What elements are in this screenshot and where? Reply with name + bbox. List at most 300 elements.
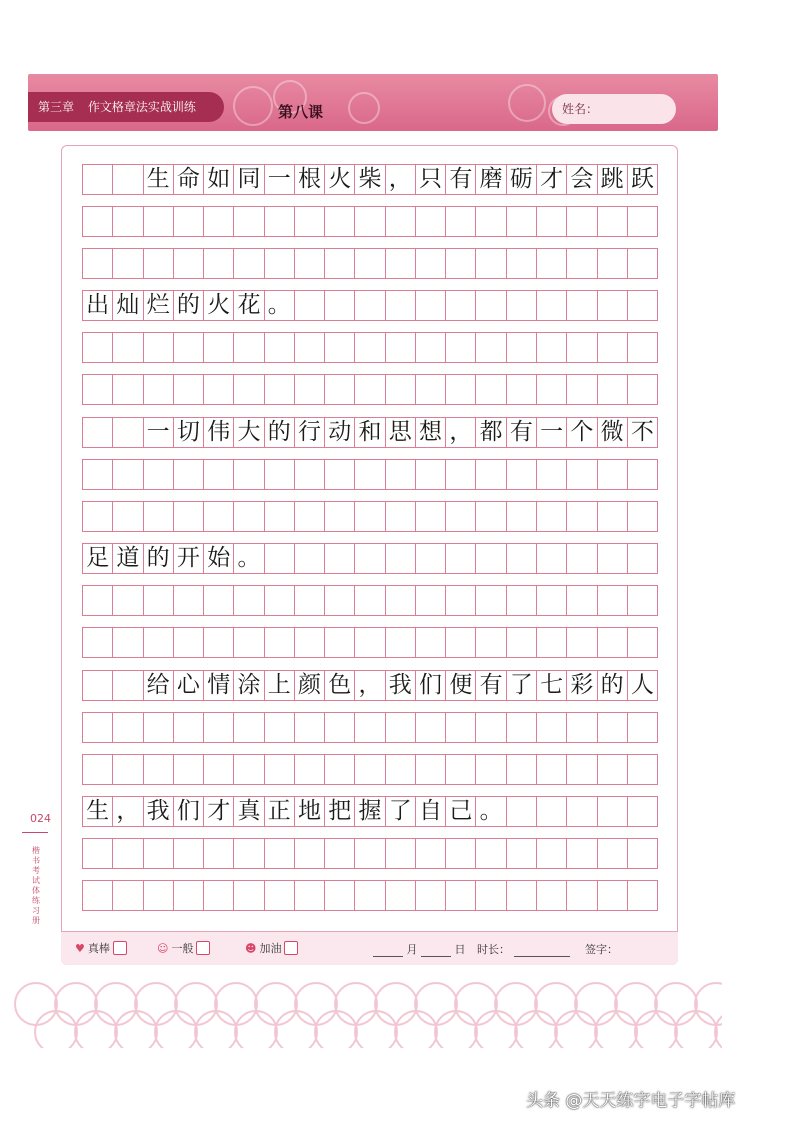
grid-cell[interactable] (354, 460, 384, 489)
grid-cell[interactable]: 地 (294, 797, 324, 826)
grid-cell[interactable] (83, 333, 112, 362)
grid-cell[interactable] (536, 797, 566, 826)
grid-cell[interactable]: 彩 (566, 671, 596, 700)
grid-cell[interactable] (566, 249, 596, 278)
grid-cell[interactable] (294, 755, 324, 784)
grid-cell[interactable]: 。 (264, 291, 294, 320)
grid-cell[interactable]: 如 (203, 165, 233, 194)
grid-cell[interactable]: 道 (112, 544, 142, 573)
grid-cell[interactable] (627, 291, 657, 320)
grid-cell[interactable]: 正 (264, 797, 294, 826)
grid-cell[interactable] (203, 881, 233, 910)
grid-cell[interactable] (83, 375, 112, 404)
grid-cell[interactable] (112, 460, 142, 489)
grid-cell[interactable] (354, 544, 384, 573)
grid-cell[interactable] (415, 839, 445, 868)
rating-great[interactable] (75, 940, 127, 956)
grid-cell[interactable] (536, 839, 566, 868)
grid-cell[interactable]: 颜 (294, 671, 324, 700)
grid-cell[interactable] (597, 881, 627, 910)
grid-cell[interactable] (475, 460, 505, 489)
grid-cell[interactable] (597, 713, 627, 742)
grid-cell[interactable] (324, 755, 354, 784)
grid-cell[interactable]: 开 (173, 544, 203, 573)
grid-cell[interactable] (173, 628, 203, 657)
grid-cell[interactable] (203, 839, 233, 868)
grid-cell[interactable] (233, 249, 263, 278)
grid-cell[interactable]: 自 (415, 797, 445, 826)
grid-cell[interactable]: 。 (475, 797, 505, 826)
grid-cell[interactable]: 同 (233, 165, 263, 194)
grid-cell[interactable] (627, 502, 657, 531)
grid-cell[interactable] (597, 797, 627, 826)
grid-cell[interactable] (112, 502, 142, 531)
grid-cell[interactable]: 始 (203, 544, 233, 573)
grid-cell[interactable] (203, 249, 233, 278)
grid-cell[interactable] (233, 502, 263, 531)
grid-cell[interactable] (354, 207, 384, 236)
grid-cell[interactable] (566, 628, 596, 657)
grid-cell[interactable] (203, 713, 233, 742)
grid-cell[interactable] (324, 207, 354, 236)
grid-cell[interactable] (445, 460, 475, 489)
grid-cell[interactable] (536, 881, 566, 910)
grid-cell[interactable] (597, 375, 627, 404)
grid-cell[interactable] (627, 713, 657, 742)
grid-cell[interactable] (627, 797, 657, 826)
grid-cell[interactable] (143, 839, 173, 868)
grid-cell[interactable] (475, 333, 505, 362)
grid-cell[interactable] (83, 165, 112, 194)
grid-cell[interactable] (597, 544, 627, 573)
grid-cell[interactable] (112, 628, 142, 657)
grid-cell[interactable] (112, 249, 142, 278)
grid-cell[interactable] (385, 207, 415, 236)
grid-cell[interactable] (112, 755, 142, 784)
grid-cell[interactable] (264, 460, 294, 489)
grid-cell[interactable]: 灿 (112, 291, 142, 320)
grid-cell[interactable]: 把 (324, 797, 354, 826)
grid-cell[interactable] (143, 755, 173, 784)
grid-cell[interactable]: 和 (354, 418, 384, 447)
grid-cell[interactable] (203, 586, 233, 615)
grid-cell[interactable]: 便 (445, 671, 475, 700)
grid-cell[interactable] (506, 797, 536, 826)
grid-cell[interactable]: ， (112, 797, 142, 826)
grid-cell[interactable] (536, 502, 566, 531)
grid-cell[interactable]: 有 (445, 165, 475, 194)
grid-cell[interactable]: 会 (566, 165, 596, 194)
grid-cell[interactable]: 动 (324, 418, 354, 447)
grid-cell[interactable] (506, 249, 536, 278)
grid-cell[interactable]: 真 (233, 797, 263, 826)
grid-cell[interactable]: 一 (264, 165, 294, 194)
grid-cell[interactable] (445, 291, 475, 320)
grid-cell[interactable] (324, 375, 354, 404)
grid-cell[interactable]: 火 (203, 291, 233, 320)
grid-cell[interactable] (385, 628, 415, 657)
grid-cell[interactable] (566, 839, 596, 868)
grid-cell[interactable] (173, 333, 203, 362)
grid-cell[interactable] (173, 755, 203, 784)
grid-cell[interactable] (143, 375, 173, 404)
grid-cell[interactable] (354, 755, 384, 784)
grid-cell[interactable] (294, 713, 324, 742)
grid-cell[interactable] (536, 333, 566, 362)
grid-cell[interactable]: 给 (143, 671, 173, 700)
grid-cell[interactable] (83, 502, 112, 531)
grid-cell[interactable] (324, 291, 354, 320)
grid-cell[interactable] (264, 628, 294, 657)
grid-cell[interactable] (143, 333, 173, 362)
grid-cell[interactable]: 出 (86, 292, 110, 318)
grid-cell[interactable] (203, 755, 233, 784)
grid-cell[interactable] (506, 713, 536, 742)
grid-cell[interactable] (324, 502, 354, 531)
grid-cell[interactable] (415, 249, 445, 278)
grid-cell[interactable] (506, 375, 536, 404)
grid-cell[interactable]: 。 (233, 544, 263, 573)
grid-cell[interactable] (415, 586, 445, 615)
grid-cell[interactable] (354, 249, 384, 278)
grid-cell[interactable]: 命 (173, 165, 203, 194)
grid-cell[interactable] (203, 333, 233, 362)
rating-great-checkbox[interactable] (113, 941, 127, 955)
grid-cell[interactable]: 火 (324, 165, 354, 194)
grid-cell[interactable] (83, 460, 112, 489)
grid-cell[interactable]: 色 (324, 671, 354, 700)
grid-cell[interactable] (566, 586, 596, 615)
grid-cell[interactable]: 想 (415, 418, 445, 447)
grid-cell[interactable] (597, 586, 627, 615)
grid-cell[interactable] (233, 586, 263, 615)
grid-cell[interactable] (627, 881, 657, 910)
grid-cell[interactable] (415, 628, 445, 657)
grid-cell[interactable] (415, 713, 445, 742)
grid-cell[interactable] (475, 544, 505, 573)
grid-cell[interactable] (475, 375, 505, 404)
grid-cell[interactable] (112, 165, 142, 194)
grid-cell[interactable] (173, 839, 203, 868)
grid-cell[interactable] (233, 333, 263, 362)
grid-cell[interactable] (233, 881, 263, 910)
grid-cell[interactable] (566, 375, 596, 404)
grid-cell[interactable]: 有 (506, 418, 536, 447)
grid-cell[interactable] (143, 628, 173, 657)
grid-cell[interactable] (233, 460, 263, 489)
grid-cell[interactable] (324, 881, 354, 910)
grid-cell[interactable] (233, 713, 263, 742)
grid-cell[interactable] (385, 713, 415, 742)
grid-cell[interactable] (597, 249, 627, 278)
grid-cell[interactable] (566, 291, 596, 320)
grid-cell[interactable] (385, 460, 415, 489)
grid-cell[interactable] (475, 628, 505, 657)
grid-cell[interactable] (415, 291, 445, 320)
grid-cell[interactable]: 根 (294, 165, 324, 194)
grid-cell[interactable] (233, 755, 263, 784)
grid-cell[interactable] (173, 713, 203, 742)
grid-cell[interactable] (112, 839, 142, 868)
grid-cell[interactable] (354, 333, 384, 362)
grid-cell[interactable] (324, 586, 354, 615)
grid-cell[interactable] (385, 839, 415, 868)
grid-cell[interactable] (354, 586, 384, 615)
grid-cell[interactable] (203, 502, 233, 531)
grid-cell[interactable] (536, 713, 566, 742)
grid-cell[interactable] (173, 586, 203, 615)
grid-cell[interactable] (83, 713, 112, 742)
grid-cell[interactable] (627, 460, 657, 489)
duration-blank[interactable] (514, 956, 570, 957)
grid-cell[interactable] (627, 249, 657, 278)
month-blank[interactable] (373, 956, 403, 957)
grid-cell[interactable] (354, 839, 384, 868)
grid-cell[interactable]: 的 (173, 291, 203, 320)
grid-cell[interactable] (264, 755, 294, 784)
grid-cell[interactable] (324, 628, 354, 657)
grid-cell[interactable] (173, 502, 203, 531)
grid-cell[interactable] (83, 249, 112, 278)
grid-cell[interactable]: 一 (536, 418, 566, 447)
grid-cell[interactable] (294, 544, 324, 573)
grid-cell[interactable] (294, 839, 324, 868)
grid-cell[interactable] (385, 333, 415, 362)
rating-try[interactable] (245, 940, 298, 956)
grid-cell[interactable] (264, 881, 294, 910)
grid-cell[interactable] (536, 207, 566, 236)
grid-cell[interactable] (83, 881, 112, 910)
grid-cell[interactable] (385, 291, 415, 320)
grid-cell[interactable]: 伟 (203, 418, 233, 447)
grid-cell[interactable]: 一 (143, 418, 173, 447)
grid-cell[interactable] (294, 881, 324, 910)
grid-cell[interactable] (294, 207, 324, 236)
grid-cell[interactable] (566, 797, 596, 826)
grid-cell[interactable] (627, 755, 657, 784)
grid-cell[interactable] (445, 881, 475, 910)
grid-cell[interactable] (475, 502, 505, 531)
grid-cell[interactable] (203, 375, 233, 404)
grid-cell[interactable] (536, 291, 566, 320)
grid-cell[interactable] (143, 207, 173, 236)
grid-cell[interactable] (233, 839, 263, 868)
grid-cell[interactable] (112, 671, 142, 700)
grid-cell[interactable]: 足 (86, 545, 110, 571)
grid-cell[interactable] (536, 628, 566, 657)
grid-cell[interactable]: 情 (203, 671, 233, 700)
grid-cell[interactable] (445, 375, 475, 404)
grid-cell[interactable] (506, 502, 536, 531)
rating-try-checkbox[interactable] (284, 941, 298, 955)
grid-cell[interactable] (415, 881, 445, 910)
grid-cell[interactable]: 行 (294, 418, 324, 447)
grid-cell[interactable] (112, 375, 142, 404)
grid-cell[interactable] (112, 713, 142, 742)
grid-cell[interactable] (566, 502, 596, 531)
grid-cell[interactable] (203, 628, 233, 657)
grid-cell[interactable] (173, 375, 203, 404)
grid-cell[interactable]: 不 (627, 418, 657, 447)
grid-cell[interactable] (264, 375, 294, 404)
grid-cell[interactable] (233, 628, 263, 657)
grid-cell[interactable] (83, 671, 112, 700)
grid-cell[interactable] (354, 502, 384, 531)
grid-cell[interactable] (203, 207, 233, 236)
grid-cell[interactable] (536, 755, 566, 784)
grid-cell[interactable] (445, 755, 475, 784)
grid-cell[interactable] (536, 460, 566, 489)
grid-cell[interactable] (264, 586, 294, 615)
grid-cell[interactable] (324, 713, 354, 742)
grid-cell[interactable] (597, 207, 627, 236)
grid-cell[interactable]: 们 (415, 671, 445, 700)
grid-cell[interactable] (324, 839, 354, 868)
grid-cell[interactable] (445, 333, 475, 362)
grid-cell[interactable] (83, 628, 112, 657)
grid-cell[interactable] (627, 375, 657, 404)
grid-cell[interactable] (445, 502, 475, 531)
grid-cell[interactable] (506, 628, 536, 657)
grid-cell[interactable] (203, 460, 233, 489)
grid-cell[interactable] (475, 207, 505, 236)
grid-cell[interactable] (233, 207, 263, 236)
grid-cell[interactable] (385, 249, 415, 278)
grid-cell[interactable] (294, 375, 324, 404)
grid-cell[interactable] (112, 207, 142, 236)
grid-cell[interactable]: 的 (597, 671, 627, 700)
grid-cell[interactable] (475, 249, 505, 278)
grid-cell[interactable] (112, 333, 142, 362)
grid-cell[interactable]: 烂 (143, 291, 173, 320)
grid-cell[interactable] (415, 544, 445, 573)
grid-cell[interactable]: 思 (385, 418, 415, 447)
grid-cell[interactable] (597, 291, 627, 320)
grid-cell[interactable] (475, 291, 505, 320)
grid-cell[interactable] (506, 586, 536, 615)
grid-cell[interactable] (597, 333, 627, 362)
grid-cell[interactable] (83, 418, 112, 447)
grid-cell[interactable] (233, 375, 263, 404)
grid-cell[interactable]: 生 (143, 165, 173, 194)
grid-cell[interactable] (143, 249, 173, 278)
grid-cell[interactable] (385, 755, 415, 784)
grid-cell[interactable] (506, 207, 536, 236)
grid-cell[interactable]: ， (354, 671, 384, 700)
grid-cell[interactable] (415, 502, 445, 531)
grid-cell[interactable] (112, 881, 142, 910)
grid-cell[interactable] (627, 586, 657, 615)
grid-cell[interactable] (536, 544, 566, 573)
grid-cell[interactable] (324, 460, 354, 489)
grid-cell[interactable]: 的 (264, 418, 294, 447)
grid-cell[interactable]: ， (445, 418, 475, 447)
grid-cell[interactable] (536, 375, 566, 404)
grid-cell[interactable] (324, 333, 354, 362)
grid-cell[interactable] (506, 460, 536, 489)
grid-cell[interactable] (506, 839, 536, 868)
grid-cell[interactable]: 个 (566, 418, 596, 447)
grid-cell[interactable] (506, 881, 536, 910)
grid-cell[interactable] (597, 839, 627, 868)
grid-cell[interactable] (627, 333, 657, 362)
grid-cell[interactable]: 上 (264, 671, 294, 700)
grid-cell[interactable]: 七 (536, 671, 566, 700)
grid-cell[interactable] (506, 291, 536, 320)
grid-cell[interactable] (475, 839, 505, 868)
grid-cell[interactable]: 握 (354, 797, 384, 826)
grid-cell[interactable] (415, 207, 445, 236)
grid-cell[interactable] (597, 755, 627, 784)
grid-cell[interactable] (264, 839, 294, 868)
grid-cell[interactable]: 都 (475, 418, 505, 447)
grid-cell[interactable] (597, 460, 627, 489)
grid-cell[interactable]: 己 (445, 797, 475, 826)
grid-cell[interactable] (445, 544, 475, 573)
grid-cell[interactable]: 我 (143, 797, 173, 826)
grid-cell[interactable] (415, 755, 445, 784)
grid-cell[interactable] (597, 502, 627, 531)
grid-cell[interactable] (627, 544, 657, 573)
grid-cell[interactable] (294, 628, 324, 657)
grid-cell[interactable] (354, 291, 384, 320)
grid-cell[interactable] (385, 586, 415, 615)
grid-cell[interactable] (354, 713, 384, 742)
grid-cell[interactable]: 大 (233, 418, 263, 447)
grid-cell[interactable] (385, 375, 415, 404)
grid-cell[interactable] (506, 755, 536, 784)
grid-cell[interactable] (294, 291, 324, 320)
grid-cell[interactable] (354, 375, 384, 404)
grid-cell[interactable] (294, 333, 324, 362)
grid-cell[interactable]: 微 (597, 418, 627, 447)
grid-cell[interactable] (475, 881, 505, 910)
grid-cell[interactable] (112, 586, 142, 615)
grid-cell[interactable] (566, 755, 596, 784)
grid-cell[interactable] (143, 586, 173, 615)
grid-cell[interactable] (173, 460, 203, 489)
grid-cell[interactable] (566, 460, 596, 489)
grid-cell[interactable] (264, 207, 294, 236)
grid-cell[interactable]: 们 (173, 797, 203, 826)
rating-ok-checkbox[interactable] (196, 941, 210, 955)
grid-cell[interactable]: 人 (627, 671, 657, 700)
grid-cell[interactable] (385, 502, 415, 531)
grid-cell[interactable] (445, 207, 475, 236)
grid-cell[interactable]: 跳 (597, 165, 627, 194)
grid-cell[interactable]: 跃 (627, 165, 657, 194)
grid-cell[interactable] (445, 839, 475, 868)
grid-cell[interactable] (566, 333, 596, 362)
grid-cell[interactable] (385, 881, 415, 910)
grid-cell[interactable]: 涂 (233, 671, 263, 700)
grid-cell[interactable]: 柴 (354, 165, 384, 194)
grid-cell[interactable]: 磨 (475, 165, 505, 194)
grid-cell[interactable] (173, 207, 203, 236)
grid-cell[interactable] (566, 713, 596, 742)
grid-cell[interactable]: 有 (475, 671, 505, 700)
grid-cell[interactable] (294, 586, 324, 615)
grid-cell[interactable] (264, 333, 294, 362)
grid-cell[interactable] (627, 207, 657, 236)
grid-cell[interactable] (354, 628, 384, 657)
grid-cell[interactable] (475, 755, 505, 784)
grid-cell[interactable] (143, 881, 173, 910)
grid-cell[interactable]: 切 (173, 418, 203, 447)
grid-cell[interactable]: 了 (506, 671, 536, 700)
grid-cell[interactable] (324, 544, 354, 573)
grid-cell[interactable] (264, 502, 294, 531)
